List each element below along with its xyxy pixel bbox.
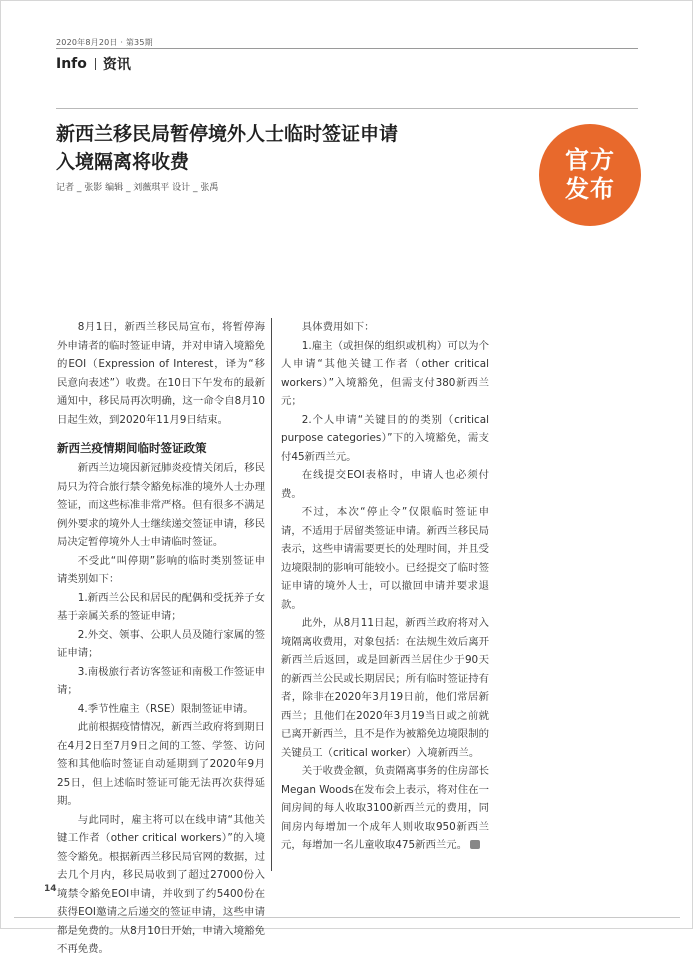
title-rule [56, 108, 638, 109]
list-item: 2.个人申请“关键目的的类别（critical purpose categories）”下的入境豁免，需支付45新西兰元。 [281, 413, 489, 463]
body-column-right [281, 318, 489, 855]
end-mark-icon [470, 840, 480, 849]
paragraph: 此前根据疫情情况，新西兰政府将到期日在4月2日至7月9日之间的工签、学签、访问签和其他临时签证自动延期到了2020年9月25日，但上述临时签证可能无法再次获得延期。 [57, 721, 265, 807]
section-separator [95, 58, 96, 70]
header-rule [56, 48, 638, 49]
section-label-cn: 资讯 [102, 57, 131, 73]
paragraph: 与此同时，雇主将可以在线申请“其他关键工作者（other critical workers）”的入境签令豁免。根据新西兰移民局官网的数据，过去几个月内，移民局收到了超过27000份入境禁令豁免EOI申请，并收到了约5400份在获得EOI邀请之后递交的签证申请，这些申请都是免费的。从8月10日开始，申请入境豁免不再免费。 [57, 813, 265, 955]
list-item: 2.外交、领事、公职人员及随行家属的签证申请； [57, 628, 265, 659]
paragraph: 新西兰边境因新冠肺炎疫情关闭后，移民局只为符合旅行禁令豁免标准的境外人士办理签证，而这些标准非常严格。但有很多不满足例外要求的境外人士继续递交签证申请，移民局决定暂停境外人士申请临时签证。 [57, 462, 265, 548]
column-divider [271, 318, 272, 871]
official-release-badge [539, 124, 641, 226]
section-label-en: Info [56, 56, 87, 72]
paragraph: 在线提交EOI表格时，申请人也必须付费。 [281, 469, 489, 500]
list-item: 3.南极旅行者访客签证和南极工作签证申请； [57, 665, 265, 696]
badge-line2: 发布 [565, 175, 615, 203]
list-item: 4.季节性雇主（RSE）限制签证申请。 [77, 702, 254, 715]
article-title-line1: 新西兰移民局暂停境外人士临时签证申请 [56, 123, 399, 145]
issue-date: 2020年8月20日 · 第35期 [56, 38, 153, 47]
article-title [56, 120, 476, 176]
paragraph-text: 关于收费金额，负责隔离事务的住房部长Megan Woods在发布会上表示，将对住在一间房间的每人收取3100新西兰元的费用，同间房内每增加一个成年人则收取950新西兰元，每增加一名儿童收取475新西兰元。 [281, 765, 489, 851]
page-number: 14 [44, 884, 57, 894]
paragraph: 此外，从8月11日起，新西兰政府将对入境隔离收费用，对象包括：在法规生效后离开新西兰后返回，或是回新西兰居住少于90天的新西兰公民或长期居民；所有临时签证持有者，除非在2020年3月19日前，他们常居新西兰；且他们在2020年3月19当日或之前就已离开新西兰，且不是作为被豁免边境限制的关键员工（critical worker）入境新西兰。 [281, 617, 489, 759]
list-item: 1.新西兰公民和居民的配偶和受抚养子女基于亲属关系的签证申请； [57, 591, 265, 622]
body-column-left [57, 318, 265, 959]
paragraph: 具体费用如下： [301, 321, 375, 333]
article-credits: 记者 _ 张影 编辑 _ 刘薇琪平 设计 _ 张禹 [56, 183, 219, 193]
section-heading: 新西兰疫情期间临时签证政策 [57, 441, 207, 455]
paragraph: 不受此“叫停期”影响的临时类别签证申请类别如下： [57, 554, 265, 585]
paragraph-last [281, 762, 489, 855]
footer-rule [14, 917, 680, 918]
paragraph: 不过，本次“停止令”仅限临时签证申请，不适用于居留类签证申请。新西兰移民局表示，这些申请需要更长的处理时间，并且受边境限制的影响可能较小。已经提交了临时签证申请的境外人士，可以撤回申请并要求退款。 [281, 506, 489, 611]
paragraph: 8月1日，新西兰移民局宣布，将暂停海外申请者的临时签证申请，并对申请入境豁免的EOI（Expression of Interest，译为“移民意向表述”）收费。在10日下午发布的最新通知中，移民局再次明确，这一命令自8月10日起生效，到2020年11月9日结束。 [57, 321, 265, 426]
article-title-line2: 入境隔离将收费 [56, 151, 190, 173]
section-tag [56, 54, 131, 74]
badge-line1: 官方 [565, 146, 615, 174]
list-item: 1.雇主（或担保的组织或机构）可以为个人申请“其他关键工作者（other critical workers）”入境豁免，但需支付380新西兰元； [281, 339, 489, 407]
